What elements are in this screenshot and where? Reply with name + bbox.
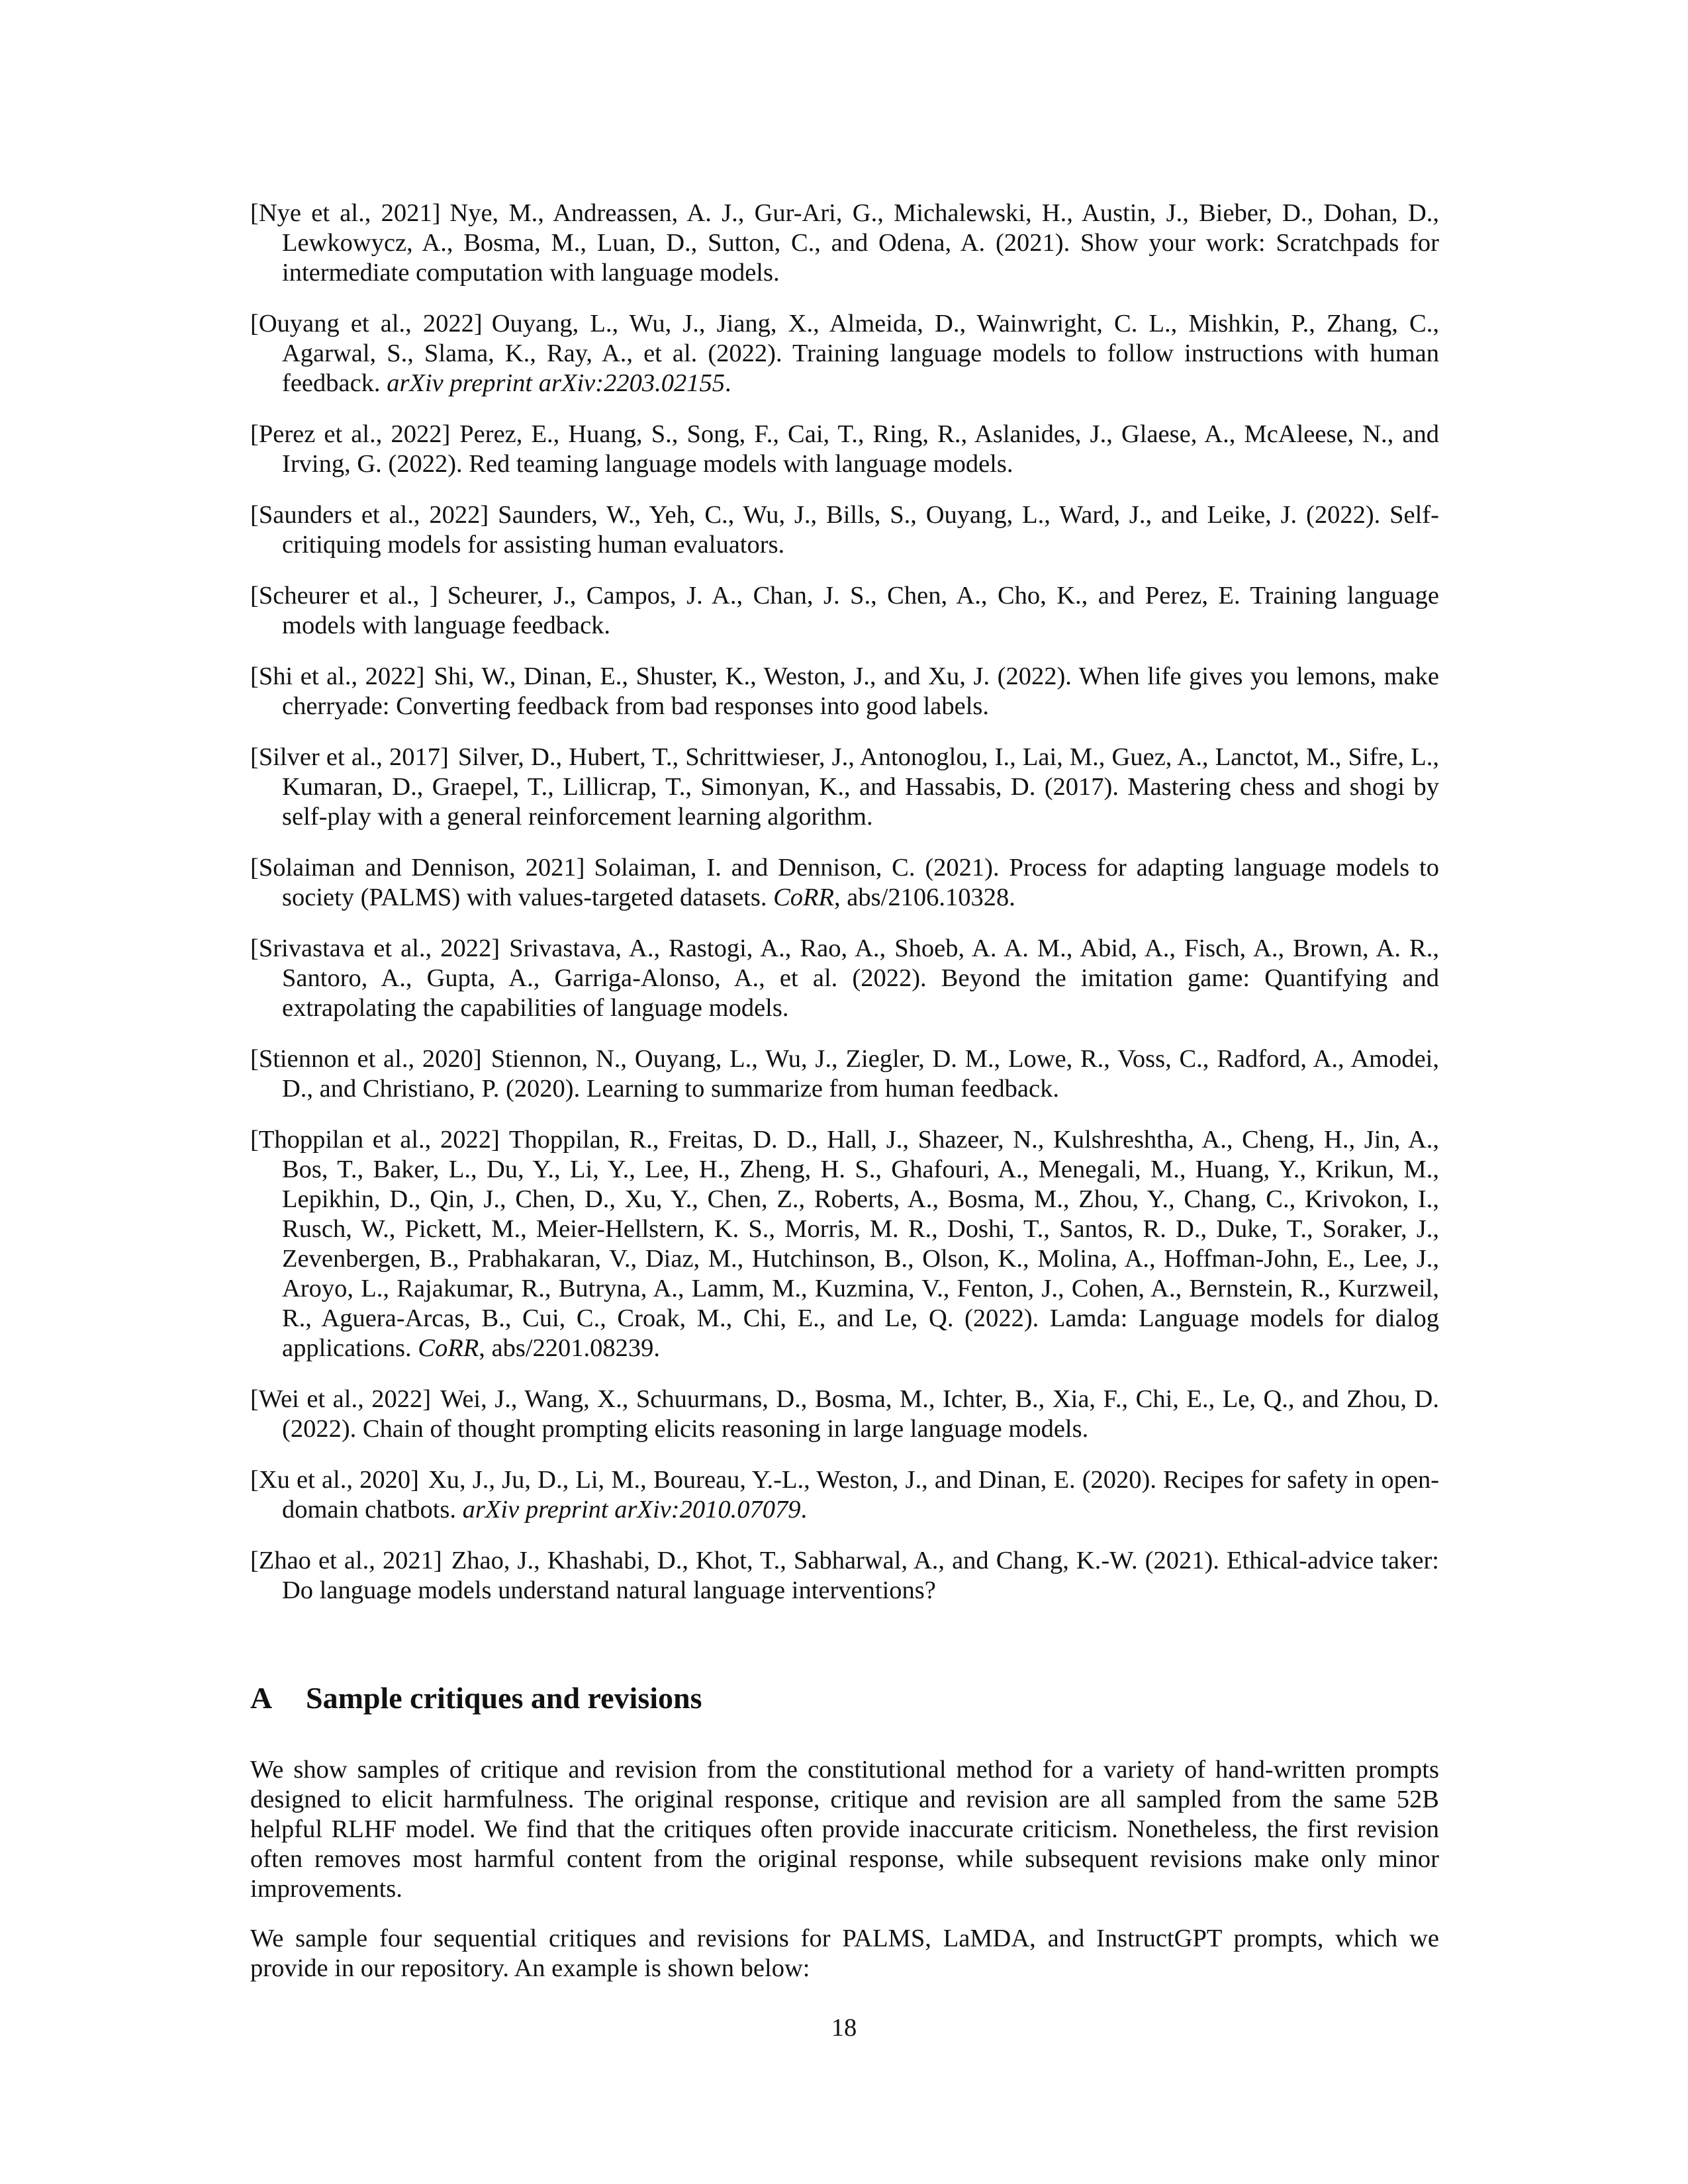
reference-text: Silver, D., Hubert, T., Schrittwieser, J., Antonoglou, I., Lai, M., Guez, A., Lanctot, M., Sifre, L., Kumaran, D., Graepel, T., Lillicrap, T., Simonyan, K., and Hassabis, D. (2017). Mastering chess and shogi by self-play with a general reinforcement learning algorithm. xyxy=(282,743,1439,831)
reference-entry xyxy=(250,1385,1439,1444)
body-paragraph: We sample four sequential critiques and revisions for PALMS, LaMDA, and InstructGPT prompts, which we provide in our repository. An example is shown below: xyxy=(250,1925,1439,1982)
reference-entry xyxy=(250,934,1439,1023)
reference-label: [Nye et al., 2021] xyxy=(250,199,441,227)
reference-venue: CoRR xyxy=(773,884,835,911)
section-heading xyxy=(250,1680,1439,1717)
reference-text: Wei, J., Wang, X., Schuurmans, D., Bosma, M., Ichter, B., Xia, F., Chi, E., Le, Q., and Zhou, D. (2022). Chain of thought prompting elicits reasoning in large language models. xyxy=(282,1385,1439,1443)
reference-entry xyxy=(250,1044,1439,1104)
section-title: Sample critiques and revisions xyxy=(306,1681,702,1715)
reference-tail: , abs/2201.08239. xyxy=(479,1334,661,1362)
reference-text: Thoppilan, R., Freitas, D. D., Hall, J., Shazeer, N., Kulshreshtha, A., Cheng, H., Jin, A., Bos, T., Baker, L., Du, Y., Li, Y., Lee, H., Zheng, H. S., Ghafouri, A., Menegali, M., Huang, Y., Krikun, M., Lepikhin, D., Qin, J., Chen, D., Xu, Y., Chen, Z., Roberts, A., Bosma, M., Zhou, Y., Chang, C., Krivokon, I., Rusch, W., Pickett, M., Meier-Hellstern, K. S., Morris, M. R., Doshi, T., Santos, R. D., Duke, T., Soraker, J., Zevenbergen, B., Prabhakaran, V., Diaz, M., Hutchinson, B., Olson, K., Molina, A., Hoffman-John, E., Lee, J., Aroyo, L., Rajakumar, R., Butryna, A., Lamm, M., Kuzmina, V., Fenton, J., Cohen, A., Bernstein, R., Kurzweil, R., Aguera-Arcas, B., Cui, C., Croak, M., Chi, E., and Le, Q. (2022). Lamda: Language models for dialog applications. xyxy=(282,1126,1439,1362)
reference-text: Perez, E., Huang, S., Song, F., Cai, T., Ring, R., Aslanides, J., Glaese, A., McAleese, N., and Irving, G. (2022). Red teaming language models with language models. xyxy=(282,420,1439,478)
reference-label: [Ouyang et al., 2022] xyxy=(250,310,483,338)
reference-entry xyxy=(250,662,1439,721)
reference-label: [Srivastava et al., 2022] xyxy=(250,934,500,962)
reference-label: [Silver et al., 2017] xyxy=(250,743,449,771)
reference-label: [Perez et al., 2022] xyxy=(250,420,451,448)
reference-label: [Zhao et al., 2021] xyxy=(250,1547,442,1574)
reference-label: [Shi et al., 2022] xyxy=(250,662,425,690)
reference-entry xyxy=(250,420,1439,479)
reference-text: Solaiman, I. and Dennison, C. (2021). Process for adapting language models to society (PALMS) with values-targeted datasets. xyxy=(282,854,1440,911)
reference-label: [Xu et al., 2020] xyxy=(250,1466,419,1494)
reference-label: [Solaiman and Dennison, 2021] xyxy=(250,854,585,882)
reference-tail: . xyxy=(800,1496,808,1524)
reference-entry xyxy=(250,500,1439,560)
reference-text: Saunders, W., Yeh, C., Wu, J., Bills, S., Ouyang, L., Ward, J., and Leike, J. (2022). Self-critiquing models for assisting human evaluators. xyxy=(282,501,1439,559)
body-paragraph: We show samples of critique and revision from the constitutional method for a variety of hand-written prompts designed to elicit harmfulness. The original response, critique and revision are all sampled from the same 52B helpful RLHF model. We find that the critiques often provide inaccurate criticism. Nonetheless, the first revision often removes most harmful content from the original response, while subsequent revisions make only minor improvements. xyxy=(250,1756,1439,1903)
reference-label: [Thoppilan et al., 2022] xyxy=(250,1126,500,1154)
reference-text: Zhao, J., Khashabi, D., Khot, T., Sabharwal, A., and Chang, K.-W. (2021). Ethical-advice taker: Do language models understand natural language interventions? xyxy=(282,1547,1439,1604)
reference-tail: , abs/2106.10328. xyxy=(834,884,1015,911)
reference-text: Shi, W., Dinan, E., Shuster, K., Weston, J., and Xu, J. (2022). When life gives you lemons, make cherryade: Converting feedback from bad responses into good labels. xyxy=(282,662,1440,720)
reference-entry xyxy=(250,1125,1439,1363)
section-number: A xyxy=(250,1681,273,1715)
reference-text: Xu, J., Ju, D., Li, M., Boureau, Y.-L., Weston, J., and Dinan, E. (2020). Recipes for safety in open-domain chatbots. xyxy=(282,1466,1440,1524)
reference-text: Srivastava, A., Rastogi, A., Rao, A., Shoeb, A. A. M., Abid, A., Fisch, A., Brown, A. R., Santoro, A., Gupta, A., Garriga-Alonso, A., et al. (2022). Beyond the imitation game: Quantifying and extrapolating the capabilities of language models. xyxy=(282,934,1439,1022)
page-number: 18 xyxy=(831,2014,857,2042)
reference-venue: arXiv preprint arXiv:2203.02155 xyxy=(387,369,725,397)
reference-text: Ouyang, L., Wu, J., Jiang, X., Almeida, D., Wainwright, C. L., Mishkin, P., Zhang, C., Agarwal, S., Slama, K., Ray, A., et al. (2022). Training language models to follow instructions with human feedback. xyxy=(282,310,1439,397)
reference-entry xyxy=(250,581,1439,641)
reference-entry xyxy=(250,1465,1439,1525)
reference-entry xyxy=(250,1546,1439,1606)
reference-venue: CoRR xyxy=(418,1334,479,1362)
reference-list xyxy=(250,199,1439,1606)
reference-label: [Saunders et al., 2022] xyxy=(250,501,489,529)
reference-text: Stiennon, N., Ouyang, L., Wu, J., Ziegler, D. M., Lowe, R., Voss, C., Radford, A., Amodei, D., and Christiano, P. (2020). Learning to summarize from human feedback. xyxy=(282,1045,1440,1103)
reference-label: [Stiennon et al., 2020] xyxy=(250,1045,482,1073)
reference-entry xyxy=(250,199,1439,288)
reference-text: Nye, M., Andreassen, A. J., Gur-Ari, G., Michalewski, H., Austin, J., Bieber, D., Dohan, D., Lewkowycz, A., Bosma, M., Luan, D., Sutton, C., and Odena, A. (2021). Show your work: Scratchpads for intermediate computation with language models. xyxy=(282,199,1439,287)
reference-label: [Scheurer et al., ] xyxy=(250,582,438,610)
reference-text: Scheurer, J., Campos, J. A., Chan, J. S., Chen, A., Cho, K., and Perez, E. Training language models with language feedback. xyxy=(282,582,1440,639)
reference-tail: . xyxy=(724,369,731,397)
reference-entry xyxy=(250,743,1439,832)
reference-entry xyxy=(250,309,1439,398)
reference-venue: arXiv preprint arXiv:2010.07079 xyxy=(462,1496,801,1524)
paper-page xyxy=(250,199,1439,1983)
reference-label: [Wei et al., 2022] xyxy=(250,1385,432,1413)
reference-entry xyxy=(250,853,1439,913)
